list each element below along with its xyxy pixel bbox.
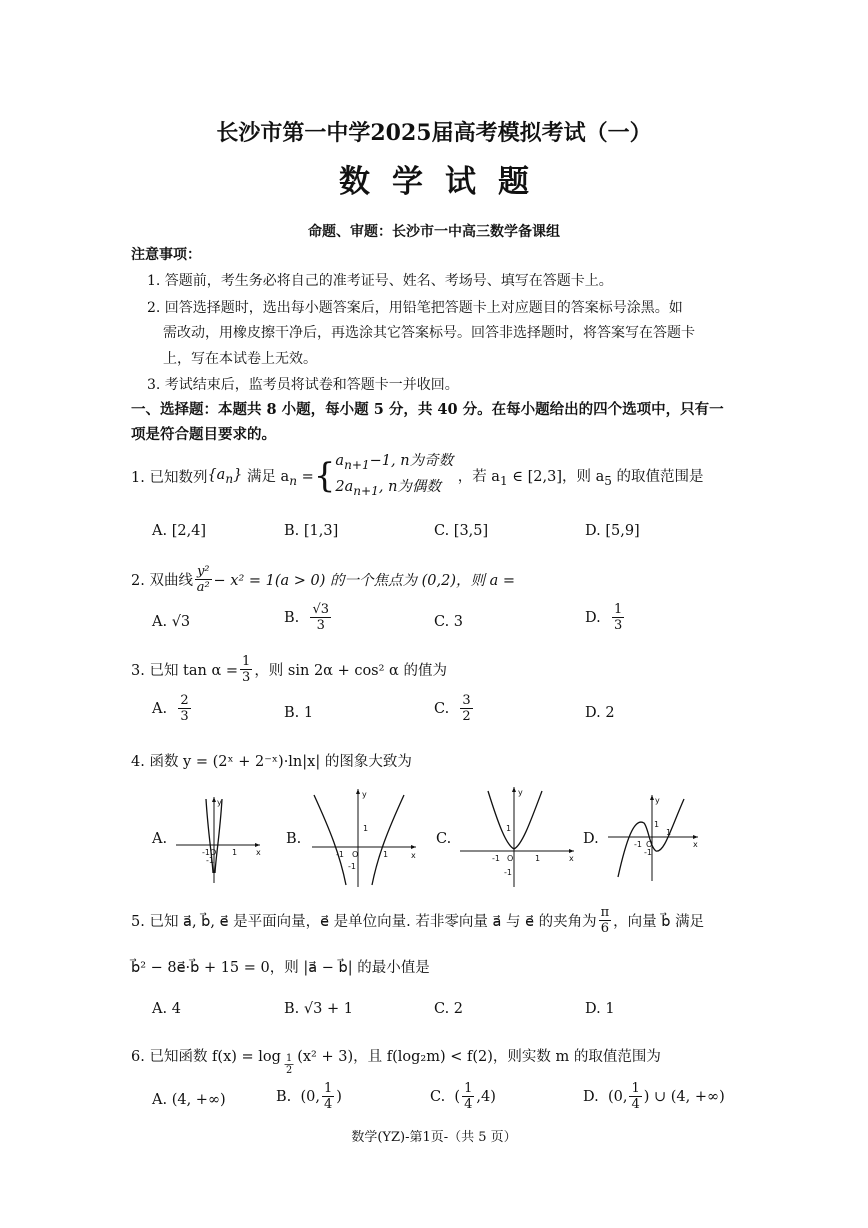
q6-rest: (x² + 3)，且 f(log₂m) < f(2)，则实数 m 的取值范围为 xyxy=(297,1048,661,1065)
q5-option-a: A. 4 xyxy=(152,1001,181,1017)
graph-b-ytick-1: 1 xyxy=(363,824,369,833)
q3-option-b: B. 1 xyxy=(284,705,314,721)
q4-graph-d xyxy=(604,791,702,883)
q2-option-b: B. $\frac{√3}{3}$ xyxy=(284,602,330,633)
graph-d-ytick-neg1: -1 xyxy=(644,848,652,857)
q1-option-c: C. [3,5] xyxy=(434,523,489,539)
graph-d-y-label: y xyxy=(655,796,660,805)
q3-option-d: D. 2 xyxy=(585,705,615,721)
q1-seq: $\{a_n\}$ xyxy=(207,466,243,486)
question-2 xyxy=(131,560,515,598)
graph-b-tick-1: 1 xyxy=(383,850,389,859)
q3-option-c: C. $\frac{3}{2}$ xyxy=(434,693,471,724)
question-3 xyxy=(131,650,447,688)
q3-rest: ，则 sin 2α + cos² α 的值为 xyxy=(254,662,447,679)
graph-a-y-label: y xyxy=(217,798,222,807)
q4-option-d-label: D. xyxy=(583,831,599,847)
q1-cases: $a_{n+1}-1$, n为奇数 $2a_{n+1}$, n为偶数 xyxy=(335,453,454,498)
notice-heading: 注意事项： xyxy=(131,247,201,263)
graph-a-tick-neg1: -1 xyxy=(206,856,214,865)
graph-c-x-label: x xyxy=(569,854,574,863)
q6-option-d: D. (0, $\frac{1}{4}$ ) ∪ (4, +∞) xyxy=(583,1081,725,1112)
graph-b-ytick-neg1: -1 xyxy=(348,862,356,871)
question-5-line2: b⃗² − 8e⃗·b⃗ + 15 = 0，则 |a⃗ − b⃗| 的最小值是 xyxy=(131,960,430,976)
q1-brace: { xyxy=(313,456,336,496)
page-footer: 数学(YZ)-第1页-（共 5 页） xyxy=(351,1130,517,1145)
graph-b-x-label: x xyxy=(411,851,416,860)
q6-lead: 6. 已知函数 f(x) = log xyxy=(131,1048,281,1065)
q6-option-a: A. (4, +∞) xyxy=(152,1092,226,1108)
q4-option-a-label: A. xyxy=(152,831,168,847)
q2-option-a: A. √3 xyxy=(152,614,191,630)
q1-lead: 1. 已知数列 xyxy=(131,469,208,486)
graph-b-y-label: y xyxy=(362,790,367,799)
graph-d-origin: O xyxy=(646,840,653,849)
graph-b-tick-neg1: -1 xyxy=(336,850,344,859)
graph-d-tick-neg1: -1 xyxy=(634,840,642,849)
graph-a-x-label: x xyxy=(256,848,261,857)
notice-item-2-cont: 需改动，用橡皮擦干净后，再选涂其它答案标号。回答非选择题时，将答案写在答题卡 xyxy=(163,325,695,341)
q5-pi-over-6: $\frac{\pi}{6}$ xyxy=(600,904,610,936)
q5-option-c: C. 2 xyxy=(434,1001,464,1017)
subject-title: 数学试题 xyxy=(339,164,551,200)
q4-graph-b xyxy=(308,785,420,889)
q1-condition: ，若 $a_1$ ∈ [2,3]，则 $a_5$ 的取值范围是 xyxy=(457,468,704,488)
q5-line1-text: 5. 已知 a⃗, b⃗, e⃗ 是平面向量，e⃗ 是单位向量. 若非零向量 a⃗ 与 e⃗ 的夹角为 xyxy=(131,913,597,930)
graph-a-origin-label: -1O xyxy=(202,848,217,857)
q4-graph-a xyxy=(172,793,262,885)
q2-option-c: C. 3 xyxy=(434,614,464,630)
graph-c-tick-neg1: -1 xyxy=(492,854,500,863)
q1-option-a: A. [2,4] xyxy=(152,523,207,539)
section-heading-line1: 一、选择题：本题共 8 小题，每小题 5 分，共 40 分。在每小题给出的四个选项中，只有一 xyxy=(131,401,724,418)
q3-fraction: $\frac{1}{3}$ xyxy=(242,653,251,685)
graph-d-ytick-1: 1 xyxy=(654,820,660,829)
q6-option-c: C. ( $\frac{1}{4}$ ,4) xyxy=(430,1081,496,1112)
graph-c-origin: O xyxy=(507,854,514,863)
q5-line1-tail: ，向量 b⃗ 满足 xyxy=(613,913,705,930)
graph-c-ytick-neg1: -1 xyxy=(504,868,512,877)
graph-c-y-label: y xyxy=(518,788,523,797)
q5-option-d: D. 1 xyxy=(585,1001,615,1017)
q3-lead: 3. 已知 tan α = xyxy=(131,662,239,679)
q4-option-b-label: B. xyxy=(286,831,302,847)
graph-c-ytick-1: 1 xyxy=(506,824,512,833)
q5-option-b: B. √3 + 1 xyxy=(284,1001,353,1017)
graph-d-x-label: x xyxy=(693,840,698,849)
graph-a-tick-1: 1 xyxy=(232,848,238,857)
section-heading-line2: 项是符合题目要求的。 xyxy=(131,426,276,443)
q2-option-d: D. $\frac{1}{3}$ xyxy=(585,602,623,633)
question-1 xyxy=(131,452,704,500)
q1-option-d: D. [5,9] xyxy=(585,523,640,539)
q2-lead: 2. 双曲线 xyxy=(131,572,193,589)
q6-option-b: B. (0, $\frac{1}{4}$ ) xyxy=(276,1081,342,1112)
notice-item-2: 2. 回答选择题时，选出每小题答案后，用铅笔把答题卡上对应题目的答案标号涂黑。如 xyxy=(147,300,683,316)
notice-item-3: 3. 考试结束后，监考员将试卷和答题卡一并收回。 xyxy=(147,377,459,393)
q2-rest: − x² = 1(a > 0) 的一个焦点为 (0,2)，则 a = xyxy=(213,572,516,589)
q6-log-base: $\frac{1}{2}$ xyxy=(285,1052,293,1076)
q1-option-b: B. [1,3] xyxy=(284,523,339,539)
question-5-line1 xyxy=(131,900,704,940)
q1-satisfy: 满足 $a_n$ = xyxy=(246,468,314,488)
q2-fraction: $\frac{\text{y²}}{\text{a²}}$ xyxy=(196,563,210,595)
byline: 命题、审题：长沙市一中高三数学备课组 xyxy=(308,224,560,240)
notice-item-1: 1. 答题前，考生务必将自己的准考证号、姓名、考场号、填写在答题卡上。 xyxy=(147,273,613,289)
graph-b-origin: O xyxy=(352,850,359,859)
q4-graph-c xyxy=(456,783,578,889)
graph-c-tick-1: 1 xyxy=(535,854,541,863)
question-4: 4. 函数 y = (2ˣ + 2⁻ˣ)·ln|x| 的图象大致为 xyxy=(131,754,412,770)
graph-d-tick-1: 1 xyxy=(666,828,672,837)
notice-item-2-cont2: 上，写在本试卷上无效。 xyxy=(163,351,317,367)
q3-option-a: A. $\frac{2}{3}$ xyxy=(152,693,189,724)
exam-title: 长沙市第一中学2025届高考模拟考试（一） xyxy=(216,120,652,146)
question-6 xyxy=(131,1035,661,1075)
q4-option-c-label: C. xyxy=(436,831,452,847)
